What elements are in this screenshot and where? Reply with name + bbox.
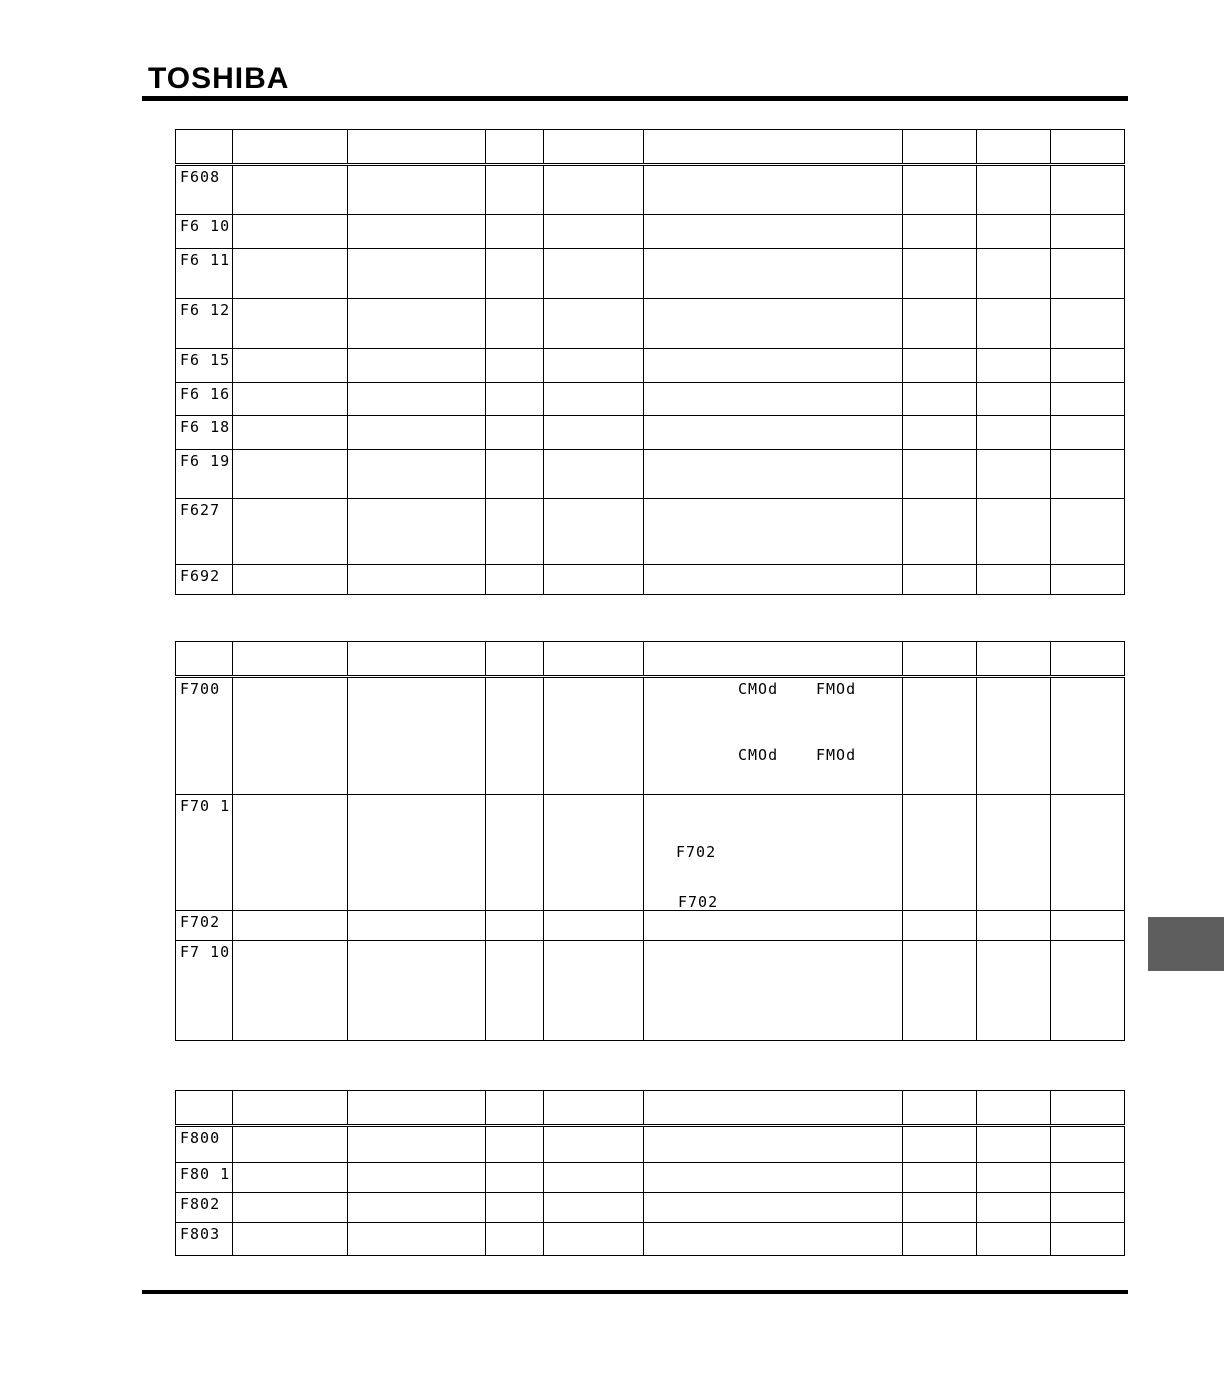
table-row (176, 565, 1125, 595)
brand-logo: TOSHIBA (148, 62, 290, 95)
table-row (176, 450, 1125, 499)
display-code: F702 (678, 893, 719, 911)
parameter-code: F702 (180, 913, 221, 931)
parameter-code: F6 15 (180, 351, 231, 369)
table-row (176, 1163, 1125, 1193)
display-code: CMOd (738, 746, 779, 764)
parameter-code: F692 (180, 567, 221, 585)
table-row (176, 795, 1125, 911)
display-code: FMOd (816, 680, 857, 698)
table-row (176, 677, 1125, 795)
table-row (176, 911, 1125, 941)
parameter-code: F627 (180, 501, 221, 519)
parameter-table-700 (175, 641, 1125, 1041)
table-row (176, 249, 1125, 299)
parameter-code: F7 10 (180, 943, 231, 961)
table-row (176, 1223, 1125, 1256)
table-row (176, 165, 1125, 215)
parameter-code: F6 16 (180, 385, 231, 403)
display-code: CMOd (738, 680, 779, 698)
table-row (176, 299, 1125, 349)
parameter-code: F800 (180, 1129, 221, 1147)
section-tab-marker (1148, 917, 1224, 971)
parameter-code: F608 (180, 168, 221, 186)
table-row (176, 349, 1125, 383)
table-row (176, 499, 1125, 565)
table-header-row (176, 130, 1125, 165)
description-cell (644, 677, 903, 795)
table-row (176, 215, 1125, 249)
parameter-code: F80 1 (180, 1165, 231, 1183)
parameter-table-800 (175, 1090, 1125, 1256)
parameter-code: F803 (180, 1225, 221, 1243)
display-code: FMOd (816, 746, 857, 764)
parameter-code: F802 (180, 1195, 221, 1213)
parameter-code: F6 12 (180, 301, 231, 319)
table-header-row (176, 1091, 1125, 1126)
parameter-code: F6 11 (180, 251, 231, 269)
parameter-code: F6 19 (180, 452, 231, 470)
footer-rule (142, 1290, 1128, 1294)
table-row (176, 941, 1125, 1041)
parameter-code: F6 18 (180, 418, 231, 436)
parameter-code: F70 1 (180, 797, 231, 815)
table-row (176, 383, 1125, 416)
table-row (176, 1126, 1125, 1163)
parameter-table-600 (175, 129, 1125, 595)
table-row (176, 1193, 1125, 1223)
header-rule (142, 96, 1128, 101)
parameter-code: F6 10 (180, 217, 231, 235)
parameter-code: F700 (180, 680, 221, 698)
description-cell (644, 795, 903, 911)
display-code: F702 (676, 843, 717, 861)
table-row (176, 416, 1125, 450)
table-header-row (176, 642, 1125, 677)
